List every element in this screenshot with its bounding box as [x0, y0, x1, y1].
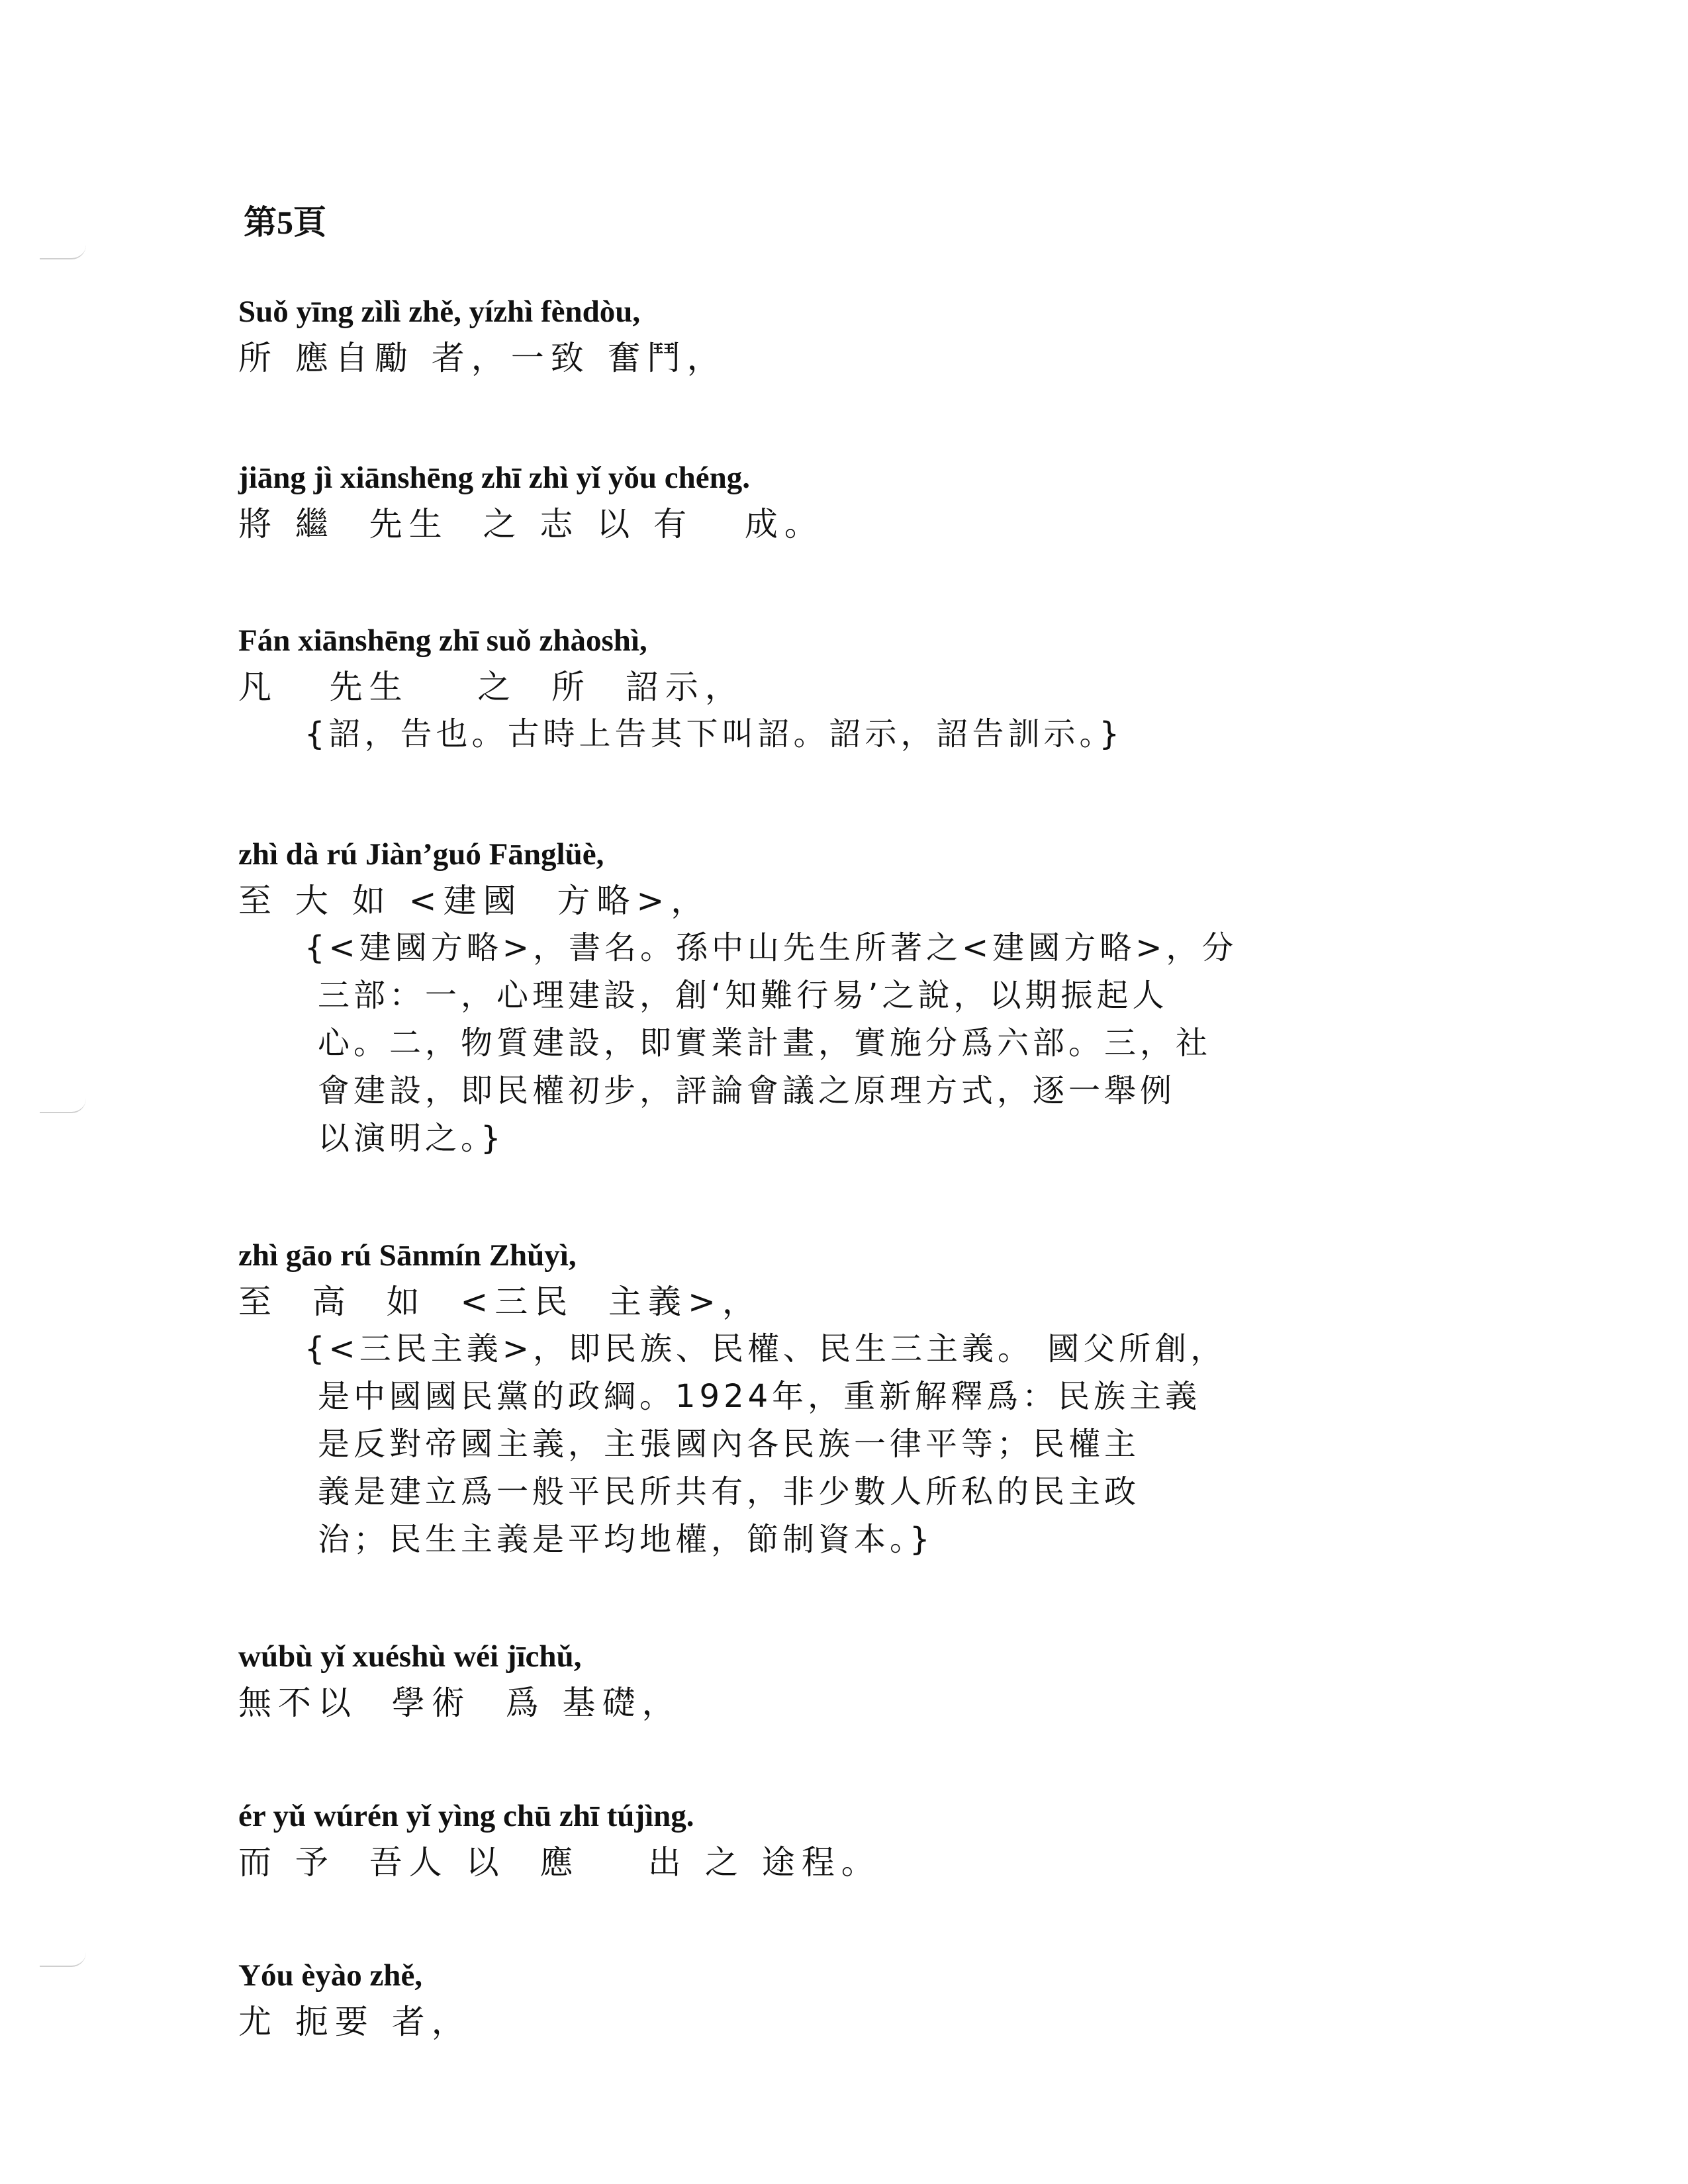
note-sanmin-line: 是中國國民黨的政綱。1924年，重新解釋爲：民族主義	[318, 1378, 1201, 1415]
verse-6	[238, 1623, 1483, 1726]
note-jianguo-line: {<建國方略>，書名。孫中山先生所著之<建國方略>，分	[305, 929, 1238, 966]
verse-5-hanzi: 至 高 如 <三民 主義>，	[238, 1283, 762, 1321]
note-sanmin	[238, 1325, 1483, 1563]
note-jianguo-line: 以演明之。}	[318, 1120, 505, 1157]
verse-1	[238, 278, 1483, 381]
page-number: 第5頁	[244, 204, 326, 241]
verse-3-pinyin: Fán xiānshēng zhī suǒ zhàoshì,	[238, 623, 647, 658]
verse-2-pinyin: jiāng jì xiānshēng zhī zhì yǐ yǒu chéng.	[238, 461, 750, 495]
verse-8-pinyin: Yóu èyào zhě,	[238, 1958, 423, 1993]
binder-mark-middle	[40, 1099, 86, 1113]
verse-4-hanzi: 至 大 如 <建國 方略>，	[238, 882, 711, 920]
verse-3	[238, 607, 1483, 758]
note-jianguo	[238, 924, 1483, 1162]
note-sanmin-line: {<三民主義>，即民族、民權、民生三主義。 國父所創，	[305, 1330, 1227, 1367]
verse-4	[238, 821, 1483, 1162]
verse-5-pinyin: zhì gāo rú Sānmín Zhǔyì,	[238, 1238, 577, 1273]
verse-1-hanzi: 所 應自勵 者，一致 奮鬥，	[238, 339, 727, 377]
note-zhaoshi: {詔，告也。古時上告其下叫詔。詔示，詔告訓示。}	[305, 715, 1124, 752]
binder-mark-bottom	[40, 1952, 86, 1967]
verse-4-pinyin: zhì dà rú Jiàn’guó Fānglüè,	[238, 837, 604, 872]
verse-7-pinyin: ér yǔ wúrén yǐ yìng chū zhī tújìng.	[238, 1799, 694, 1833]
verse-7	[238, 1782, 1483, 1886]
note-jianguo-line: 心。二，物質建設，即實業計畫，實施分爲六部。三，社	[318, 1024, 1212, 1062]
binder-mark-top	[40, 245, 86, 259]
page-content	[238, 278, 1483, 2045]
note-jianguo-line: 三部：一，心理建設，創‘知難行易’之說，以期振起人	[318, 977, 1168, 1014]
verse-1-pinyin: Suǒ yīng zìlì zhě, yízhì fèndòu,	[238, 295, 641, 329]
note-sanmin-line: 是反對帝國主義，主張國內各民族一律平等；民權主	[318, 1426, 1141, 1463]
note-jianguo-line: 會建設，即民權初步，評論會議之原理方式，逐一舉例	[318, 1072, 1176, 1109]
verse-6-pinyin: wúbù yǐ xuéshù wéi jīchǔ,	[238, 1639, 582, 1674]
verse-8	[238, 1942, 1483, 2045]
verse-6-hanzi: 無不以 學術 爲 基礎，	[238, 1684, 682, 1722]
verse-2	[238, 444, 1483, 547]
verse-7-hanzi: 而 予 吾人 以 應 出 之 途程。	[238, 1843, 881, 1882]
verse-8-hanzi: 尤 扼要 者，	[238, 2003, 471, 2041]
verse-3-hanzi: 凡 先生 之 所 詔示，	[238, 668, 745, 706]
note-sanmin-line: 義是建立爲一般平民所共有，非少數人所私的民主政	[318, 1473, 1141, 1510]
verse-5	[238, 1222, 1483, 1563]
verse-2-hanzi: 將 繼 先生 之 志 以 有 成。	[238, 505, 824, 543]
note-sanmin-line: 治；民生主義是平均地權，節制資本。}	[318, 1521, 934, 1558]
